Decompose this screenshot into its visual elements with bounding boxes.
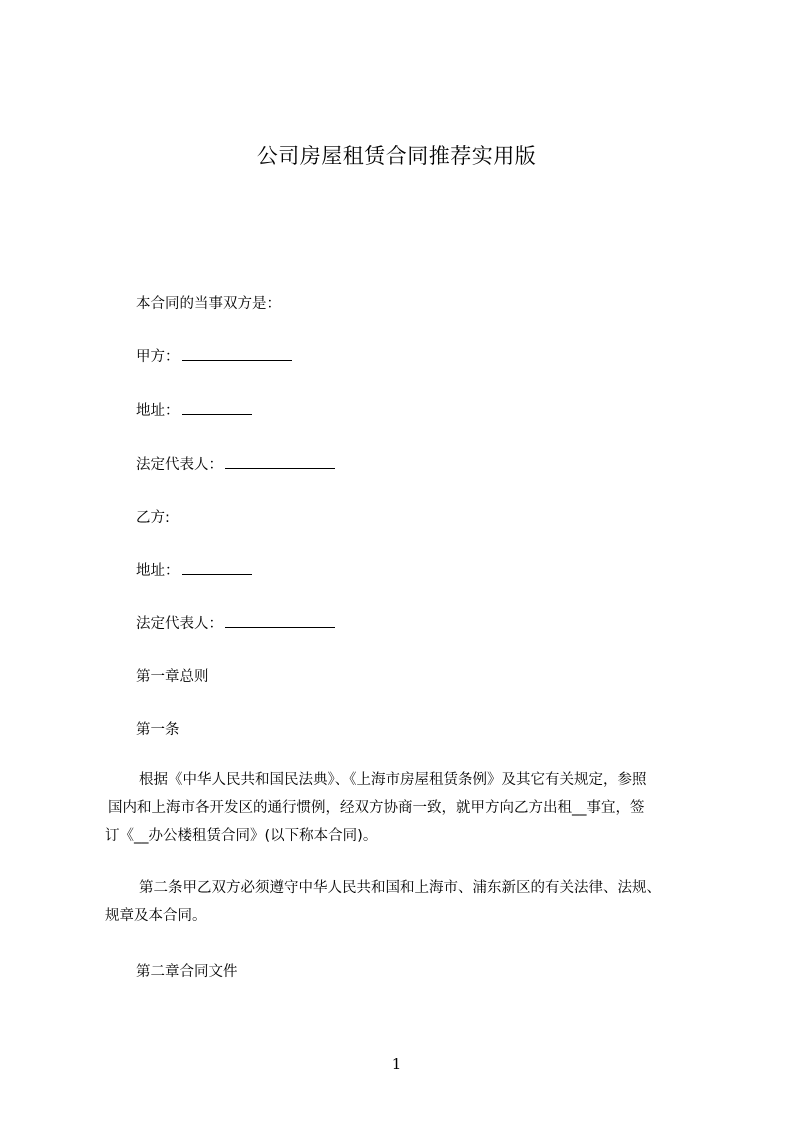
party-a-address-blank [182, 400, 252, 415]
chapter-2-heading: 第二章合同文件 [136, 964, 238, 980]
party-a-rep-line [136, 453, 335, 474]
page-number: 1 [391, 1055, 402, 1073]
article-1-heading: 第一条 [136, 722, 180, 738]
party-b-rep-label: 法定代表人： [136, 616, 223, 632]
party-b-address-line [136, 559, 252, 580]
party-a-rep-blank [225, 454, 335, 469]
intro-line: 本合同的当事双方是： [136, 296, 281, 312]
document-title: 公司房屋租赁合同推荐实用版 [256, 144, 537, 168]
party-a-label: 甲方： [136, 349, 180, 365]
party-b-line [136, 506, 170, 527]
article-1-line-1: 根据《中华人民共和国民法典》、《上海市房屋租赁条例》及其它有关规定，参照 [139, 772, 647, 788]
party-b-label: 乙方: [136, 510, 170, 526]
article-1-line-3: 订《__办公楼租赁合同》(以下称本合同)。 [105, 828, 378, 844]
article-1-line-2: 国内和上海市各开发区的通行惯例，经双方协商一致，就甲方向乙方出租__事宜，签 [108, 800, 645, 816]
article-2-line-2: 规章及本合同。 [105, 908, 207, 924]
party-a-line [136, 345, 292, 366]
article-1-paragraph [105, 766, 715, 850]
party-a-rep-label: 法定代表人： [136, 457, 223, 473]
chapter-1-heading: 第一章总则 [136, 669, 209, 685]
party-a-address-label: 地址： [136, 403, 180, 419]
article-2-paragraph [105, 874, 715, 930]
party-b-address-blank [182, 560, 252, 575]
party-a-address-line [136, 399, 252, 420]
party-b-rep-line [136, 612, 335, 633]
party-b-rep-blank [225, 613, 335, 628]
party-a-blank [182, 346, 292, 361]
party-b-address-label: 地址： [136, 563, 180, 579]
article-2-line-1: 第二条甲乙双方必须遵守中华人民共和国和上海市、浦东新区的有关法律、法规、 [139, 880, 661, 896]
